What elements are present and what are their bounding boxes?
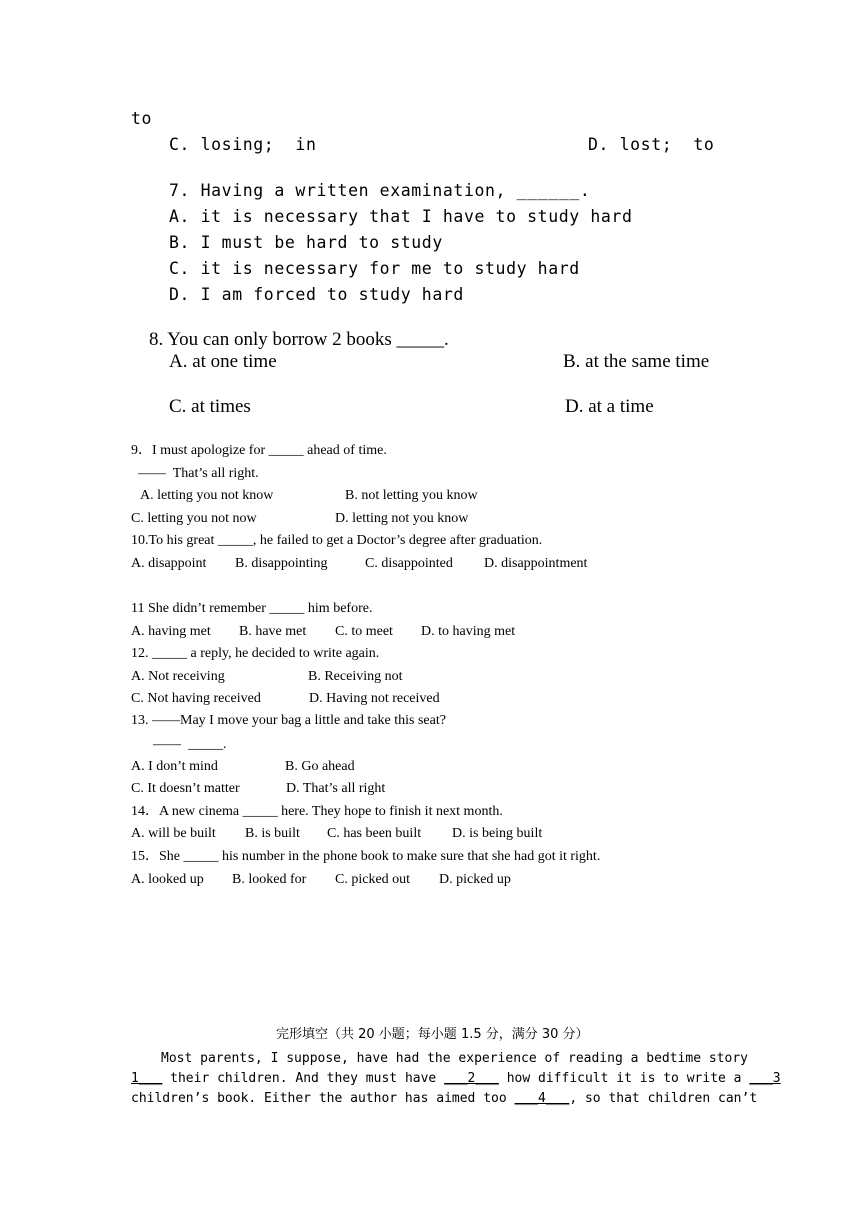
q15-option-b: B. looked for xyxy=(232,872,307,887)
q7-option-d: D. I am forced to study hard xyxy=(169,285,464,304)
q12-option-d: D. Having not received xyxy=(309,691,440,706)
cloze-line-3 xyxy=(131,1092,757,1105)
q6-option-c: C. losing; in xyxy=(169,135,317,154)
q13-reply: —— _____. xyxy=(153,737,227,752)
q8-option-c: C. at times xyxy=(169,396,251,417)
q12-option-b: B. Receiving not xyxy=(308,669,403,684)
q7-option-c: C. it is necessary for me to study hard xyxy=(169,259,580,278)
q15-option-d: D. picked up xyxy=(439,872,511,887)
q10-stem: 10.To his great _____, he failed to get a Doctor’s degree after graduation. xyxy=(131,533,543,548)
q14-option-d: D. is being built xyxy=(452,826,543,841)
q9-stem: 9．I must apologize for _____ ahead of time. xyxy=(131,443,387,458)
q11-option-a: A. having met xyxy=(131,624,211,639)
q13-option-a: A. I don’t mind xyxy=(131,759,218,774)
cloze-line-2 xyxy=(131,1072,781,1085)
q15-option-a: A. looked up xyxy=(131,872,204,887)
cloze-line-1: Most parents, I suppose, have had the experience of reading a bedtime story xyxy=(161,1051,748,1066)
q7-option-a: A. it is necessary that I have to study hard xyxy=(169,207,633,226)
q8-option-a: A. at one time xyxy=(169,351,277,372)
q12-option-c: C. Not having received xyxy=(131,691,261,706)
cloze-blank-4: ___4___ xyxy=(514,1091,570,1106)
cloze-blank-2: ___2___ xyxy=(444,1071,499,1086)
q9-option-b: B. not letting you know xyxy=(345,488,478,503)
q15-option-c: C. picked out xyxy=(335,872,411,887)
q9-reply: —— That’s all right. xyxy=(138,466,259,481)
q12-stem: 12. _____ a reply, he decided to write again. xyxy=(131,646,380,661)
q13-option-d: D. That’s all right xyxy=(286,781,386,796)
q8-stem: 8. You can only borrow 2 books _____. xyxy=(149,329,449,350)
cloze-text: children’s book. Either the author has aimed too xyxy=(131,1091,515,1106)
q15-stem: 15．She _____ his number in the phone book to make sure that she had got it right. xyxy=(131,849,601,864)
cloze-text: , so that children can’t xyxy=(569,1091,758,1106)
q12-option-a: A. Not receiving xyxy=(131,669,225,684)
q6-fragment: to xyxy=(131,109,153,128)
q13-stem: 13. ——May I move your bag a little and take this seat? xyxy=(131,713,446,728)
cloze-text: how difficult it is to write a xyxy=(498,1071,750,1086)
q9-option-c: C. letting you not now xyxy=(131,511,257,526)
q13-option-b: B. Go ahead xyxy=(285,759,355,774)
cloze-blank-3: ___3 xyxy=(749,1071,781,1086)
q11-stem: 11 She didn’t remember _____ him before. xyxy=(131,601,373,616)
q7-stem: 7. Having a written examination, ______. xyxy=(169,181,591,200)
q8-option-b: B. at the same time xyxy=(563,351,710,372)
q8-option-d: D. at a time xyxy=(565,396,654,417)
q10-option-c: C. disappointed xyxy=(365,556,453,571)
q10-option-a: A. disappoint xyxy=(131,556,207,571)
q7-option-b: B. I must be hard to study xyxy=(169,233,443,252)
q10-option-b: B. disappointing xyxy=(235,556,328,571)
q13-option-c: C. It doesn’t matter xyxy=(131,781,240,796)
q14-stem: 14．A new cinema _____ here. They hope to finish it next month. xyxy=(131,804,503,819)
q14-option-a: A. will be built xyxy=(131,826,216,841)
cloze-blank-1: 1___ xyxy=(131,1071,163,1086)
cloze-heading: 完形填空（共 20 小题；每小题 1.5 分，满分 30 分） xyxy=(276,1027,589,1042)
q9-option-d: D. letting not you know xyxy=(335,511,469,526)
q6-option-d: D. lost; to xyxy=(588,135,715,154)
cloze-text: their children. And they must have xyxy=(162,1071,445,1086)
q14-option-b: B. is built xyxy=(245,826,300,841)
q9-option-a: A. letting you not know xyxy=(140,488,274,503)
q10-option-d: D. disappointment xyxy=(484,556,588,571)
q11-option-b: B. have met xyxy=(239,624,307,639)
q11-option-c: C. to meet xyxy=(335,624,393,639)
q11-option-d: D. to having met xyxy=(421,624,516,639)
q14-option-c: C. has been built xyxy=(327,826,422,841)
